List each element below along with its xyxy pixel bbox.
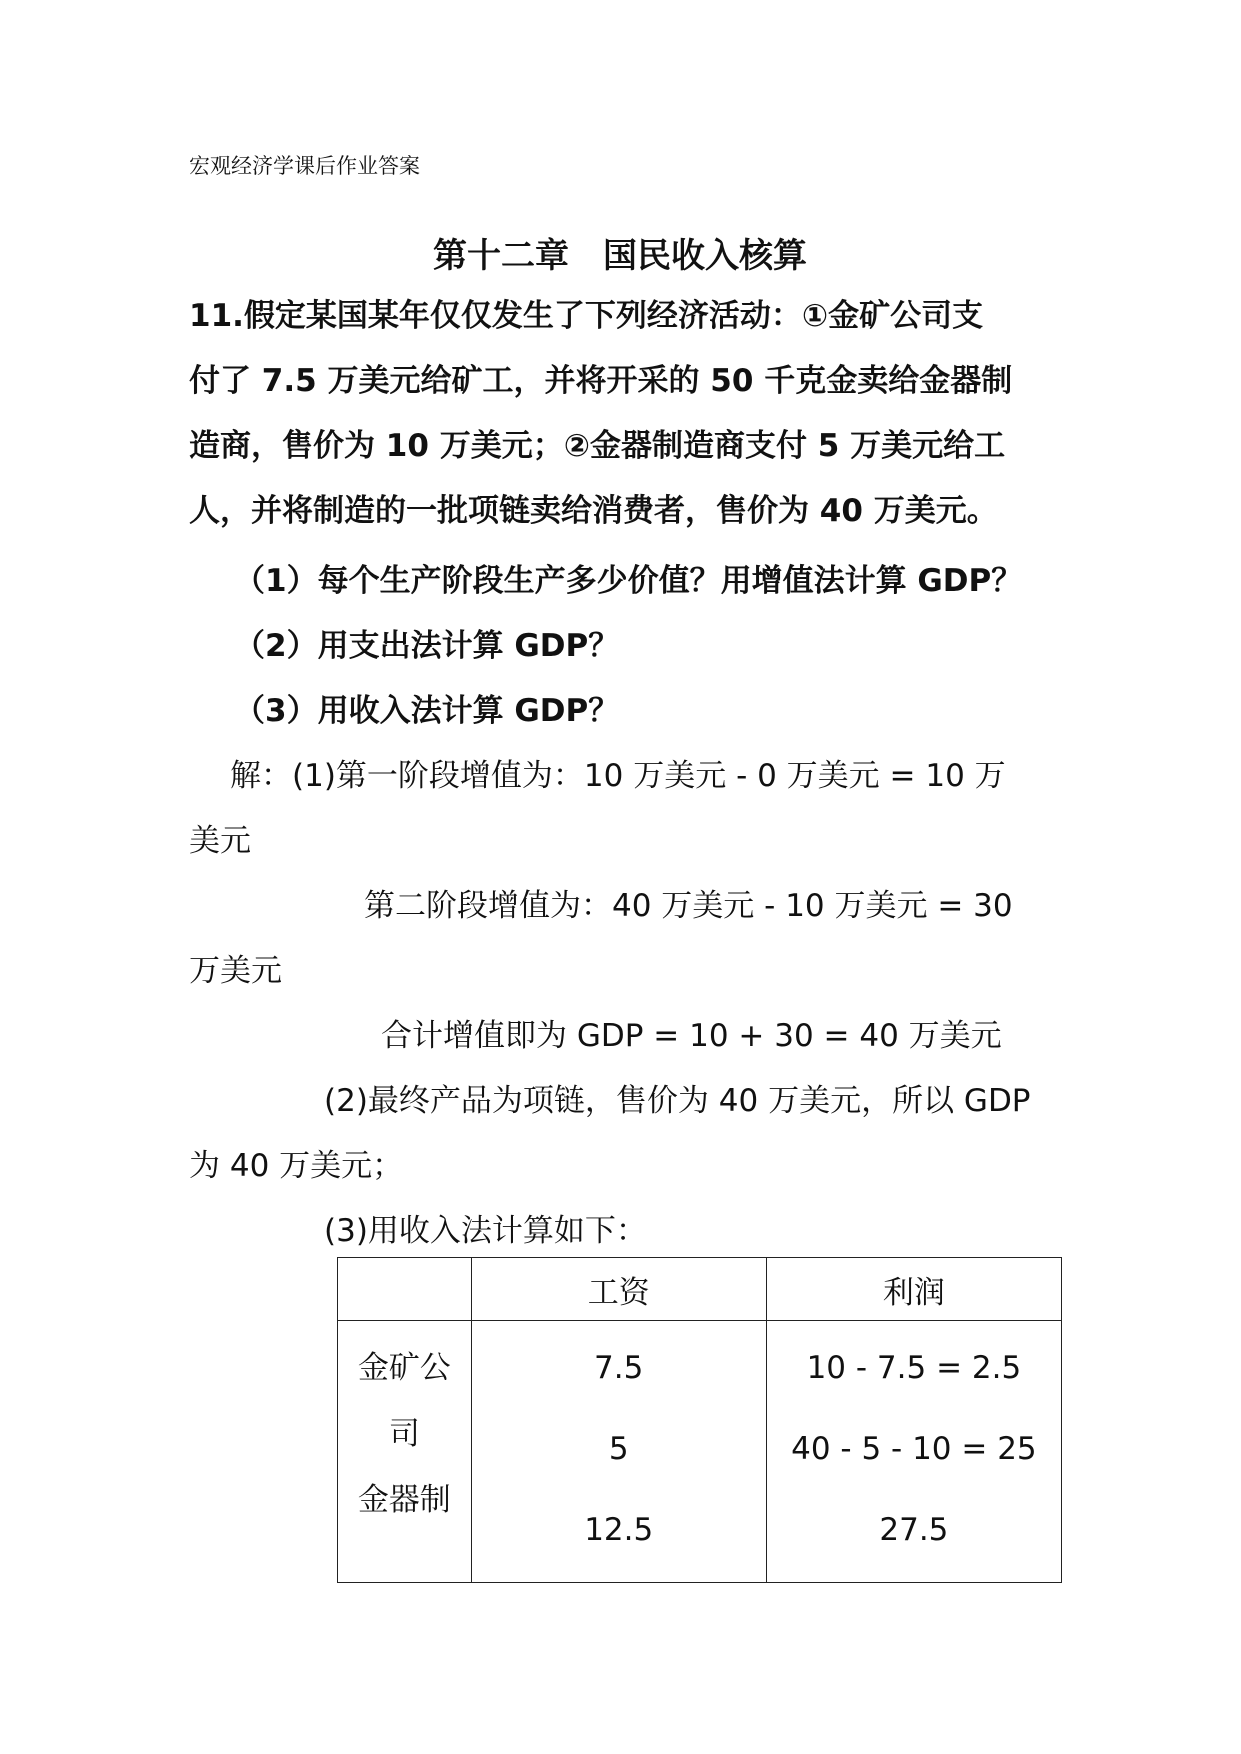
answer-stage2-line2: 万美元: [189, 953, 282, 989]
answer-part1-line2: 美元: [189, 823, 251, 859]
profits-cell: [766, 1321, 1061, 1583]
table-header-row: [338, 1258, 1062, 1321]
question-line-4: 人，并将制造的一批项链卖给消费者，售价为 40 万美元。: [189, 493, 998, 529]
chapter-title: 第十二章 国民收入核算: [433, 236, 807, 276]
profit-value: 27.5: [879, 1512, 949, 1548]
row-label-line: 司: [388, 1416, 420, 1452]
answer-part2-line2: 为 40 万美元；: [189, 1148, 404, 1184]
wage-value: 5: [608, 1431, 629, 1467]
answer-total-value-added: 合计增值即为 GDP = 10 + 30 = 40 万美元: [381, 1018, 1002, 1054]
subquestion-1: （1）每个生产阶段生产多少价值？用增值法计算 GDP？: [234, 563, 1023, 599]
profit-value: 10 - 7.5 = 2.5: [806, 1350, 1022, 1386]
row-label-cell: [338, 1321, 472, 1583]
document-header: 宏观经济学课后作业答案: [189, 154, 420, 178]
wage-value: 7.5: [594, 1350, 644, 1386]
subquestion-3: （3）用收入法计算 GDP？: [234, 693, 620, 729]
answer-part1-line1: 解：(1)第一阶段增值为：10 万美元 - 0 万美元 = 10 万: [230, 758, 1006, 794]
answer-part3-intro: (3)用收入法计算如下：: [324, 1213, 647, 1249]
wage-value: 12.5: [584, 1512, 654, 1548]
row-label-line: 金矿公: [357, 1350, 451, 1386]
subquestion-2: （2）用支出法计算 GDP？: [234, 628, 620, 664]
wages-cell: [471, 1321, 766, 1583]
table-row: [338, 1321, 1062, 1583]
table-header-profits: 利润: [766, 1258, 1061, 1321]
row-label-line: 金器制: [357, 1482, 451, 1518]
answer-stage2-line1: 第二阶段增值为：40 万美元 - 10 万美元 = 30: [364, 888, 1013, 924]
answer-part2-line1: (2)最终产品为项链，售价为 40 万美元，所以 GDP: [324, 1083, 1031, 1119]
question-line-3: 造商，售价为 10 万美元；②金器制造商支付 5 万美元给工: [189, 428, 1006, 464]
table-header-wages: 工资: [471, 1258, 766, 1321]
profit-value: 40 - 5 - 10 = 25: [791, 1431, 1037, 1467]
question-line-2: 付了 7.5 万美元给矿工，并将开采的 50 千克金卖给金器制: [189, 363, 1013, 399]
table-header-empty: [338, 1258, 472, 1321]
income-method-table: [337, 1257, 1062, 1583]
question-line-1: 11.假定某国某年仅仅发生了下列经济活动：①金矿公司支: [189, 298, 984, 334]
